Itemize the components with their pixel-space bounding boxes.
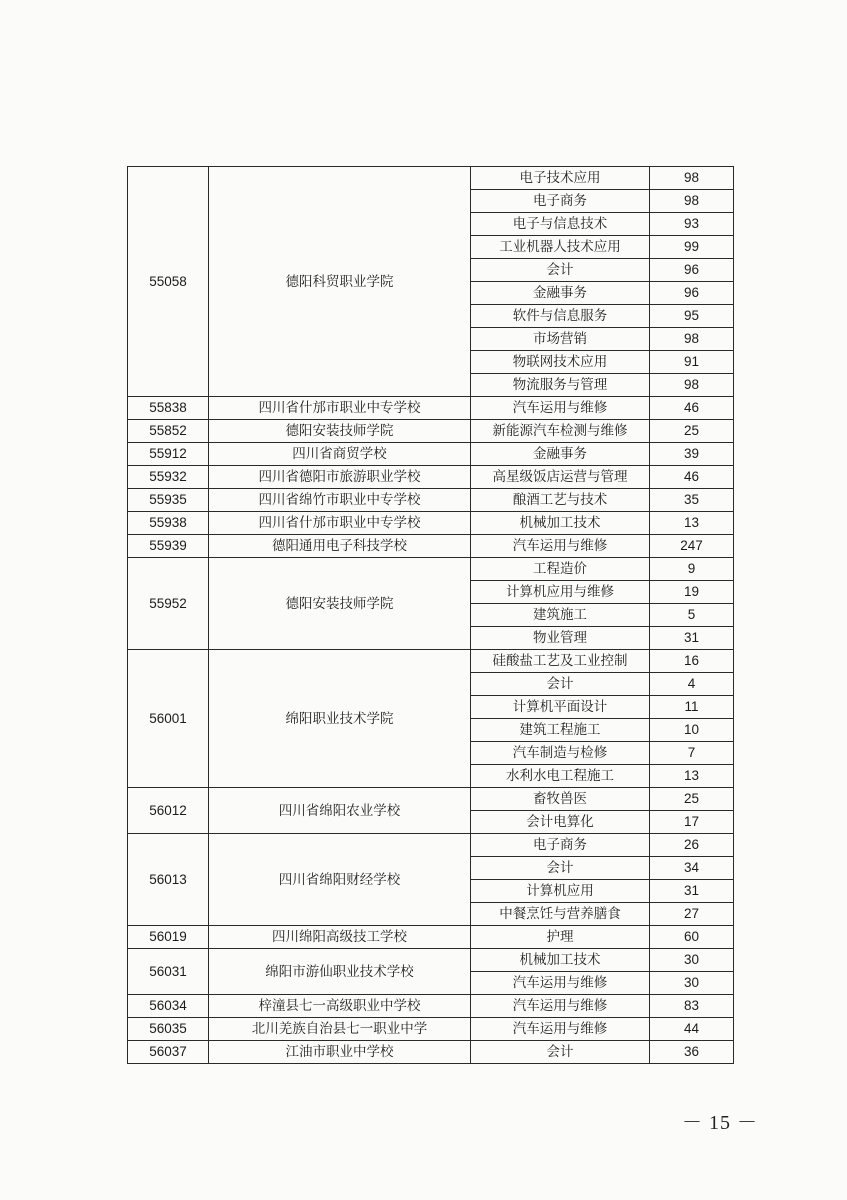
enrollment-count-cell: 98 bbox=[650, 167, 734, 190]
enrollment-count-cell: 247 bbox=[650, 535, 734, 558]
major-name-cell: 物流服务与管理 bbox=[471, 374, 650, 397]
major-name-cell: 电子技术应用 bbox=[471, 167, 650, 190]
enrollment-count-cell: 34 bbox=[650, 857, 734, 880]
table-row bbox=[128, 926, 734, 949]
major-name-cell: 会计 bbox=[471, 1041, 650, 1064]
major-name-cell: 物联网技术应用 bbox=[471, 351, 650, 374]
major-name-cell: 电子商务 bbox=[471, 190, 650, 213]
enrollment-count-cell: 31 bbox=[650, 627, 734, 650]
enrollment-count-cell: 99 bbox=[650, 236, 734, 259]
major-name-cell: 汽车运用与维修 bbox=[471, 972, 650, 995]
school-name-cell: 德阳通用电子科技学校 bbox=[209, 535, 471, 558]
school-code-cell: 55852 bbox=[128, 420, 209, 443]
school-code-cell: 55938 bbox=[128, 512, 209, 535]
table-row bbox=[128, 167, 734, 190]
major-name-cell: 电子与信息技术 bbox=[471, 213, 650, 236]
enrollment-count-cell: 19 bbox=[650, 581, 734, 604]
enrollment-count-cell: 16 bbox=[650, 650, 734, 673]
school-code-cell: 56035 bbox=[128, 1018, 209, 1041]
enrollment-count-cell: 95 bbox=[650, 305, 734, 328]
enrollment-count-cell: 25 bbox=[650, 788, 734, 811]
major-name-cell: 中餐烹饪与营养膳食 bbox=[471, 903, 650, 926]
major-name-cell: 酿酒工艺与技术 bbox=[471, 489, 650, 512]
enrollment-count-cell: 13 bbox=[650, 765, 734, 788]
school-name-cell: 德阳科贸职业学院 bbox=[209, 167, 471, 397]
school-code-cell: 55058 bbox=[128, 167, 209, 397]
enrollment-count-cell: 83 bbox=[650, 995, 734, 1018]
major-name-cell: 市场营销 bbox=[471, 328, 650, 351]
major-name-cell: 新能源汽车检测与维修 bbox=[471, 420, 650, 443]
major-name-cell: 电子商务 bbox=[471, 834, 650, 857]
major-name-cell: 高星级饭店运营与管理 bbox=[471, 466, 650, 489]
major-name-cell: 会计电算化 bbox=[471, 811, 650, 834]
school-code-cell: 55912 bbox=[128, 443, 209, 466]
major-name-cell: 金融事务 bbox=[471, 282, 650, 305]
enrollment-count-cell: 7 bbox=[650, 742, 734, 765]
school-code-cell: 56001 bbox=[128, 650, 209, 788]
school-name-cell: 四川绵阳高级技工学校 bbox=[209, 926, 471, 949]
enrollment-count-cell: 98 bbox=[650, 190, 734, 213]
enrollment-count-cell: 35 bbox=[650, 489, 734, 512]
major-name-cell: 硅酸盐工艺及工业控制 bbox=[471, 650, 650, 673]
school-name-cell: 德阳安装技师学院 bbox=[209, 420, 471, 443]
major-name-cell: 水利水电工程施工 bbox=[471, 765, 650, 788]
table-row bbox=[128, 420, 734, 443]
school-name-cell: 四川省绵阳财经学校 bbox=[209, 834, 471, 926]
major-name-cell: 建筑施工 bbox=[471, 604, 650, 627]
school-name-cell: 江油市职业中学校 bbox=[209, 1041, 471, 1064]
major-name-cell: 汽车运用与维修 bbox=[471, 1018, 650, 1041]
major-name-cell: 畜牧兽医 bbox=[471, 788, 650, 811]
enrollment-count-cell: 91 bbox=[650, 351, 734, 374]
enrollment-count-cell: 93 bbox=[650, 213, 734, 236]
major-name-cell: 汽车运用与维修 bbox=[471, 397, 650, 420]
enrollment-count-cell: 17 bbox=[650, 811, 734, 834]
school-name-cell: 四川省绵竹市职业中专学校 bbox=[209, 489, 471, 512]
school-code-cell: 55838 bbox=[128, 397, 209, 420]
school-name-cell: 绵阳市游仙职业技术学校 bbox=[209, 949, 471, 995]
table-row bbox=[128, 397, 734, 420]
table-row bbox=[128, 489, 734, 512]
enrollment-table-container bbox=[127, 166, 733, 1064]
enrollment-count-cell: 98 bbox=[650, 374, 734, 397]
page-number: － 15 － bbox=[682, 1112, 758, 1134]
school-name-cell: 德阳安装技师学院 bbox=[209, 558, 471, 650]
major-name-cell: 计算机应用 bbox=[471, 880, 650, 903]
enrollment-table bbox=[127, 166, 734, 1064]
school-name-cell: 四川省德阳市旅游职业学校 bbox=[209, 466, 471, 489]
enrollment-count-cell: 96 bbox=[650, 259, 734, 282]
major-name-cell: 工程造价 bbox=[471, 558, 650, 581]
enrollment-count-cell: 39 bbox=[650, 443, 734, 466]
enrollment-count-cell: 27 bbox=[650, 903, 734, 926]
major-name-cell: 软件与信息服务 bbox=[471, 305, 650, 328]
table-row bbox=[128, 558, 734, 581]
school-code-cell: 56034 bbox=[128, 995, 209, 1018]
enrollment-count-cell: 25 bbox=[650, 420, 734, 443]
school-name-cell: 四川省绵阳农业学校 bbox=[209, 788, 471, 834]
enrollment-count-cell: 96 bbox=[650, 282, 734, 305]
enrollment-count-cell: 30 bbox=[650, 972, 734, 995]
table-row bbox=[128, 512, 734, 535]
table-row bbox=[128, 1018, 734, 1041]
major-name-cell: 会计 bbox=[471, 259, 650, 282]
school-name-cell: 四川省商贸学校 bbox=[209, 443, 471, 466]
school-code-cell: 55939 bbox=[128, 535, 209, 558]
enrollment-count-cell: 10 bbox=[650, 719, 734, 742]
enrollment-count-cell: 46 bbox=[650, 397, 734, 420]
enrollment-count-cell: 98 bbox=[650, 328, 734, 351]
school-name-cell: 四川省什邡市职业中专学校 bbox=[209, 512, 471, 535]
enrollment-count-cell: 9 bbox=[650, 558, 734, 581]
table-row bbox=[128, 788, 734, 811]
school-code-cell: 55932 bbox=[128, 466, 209, 489]
school-code-cell: 56037 bbox=[128, 1041, 209, 1064]
enrollment-count-cell: 46 bbox=[650, 466, 734, 489]
enrollment-count-cell: 11 bbox=[650, 696, 734, 719]
major-name-cell: 机械加工技术 bbox=[471, 512, 650, 535]
enrollment-count-cell: 26 bbox=[650, 834, 734, 857]
major-name-cell: 建筑工程施工 bbox=[471, 719, 650, 742]
school-code-cell: 56019 bbox=[128, 926, 209, 949]
major-name-cell: 汽车运用与维修 bbox=[471, 995, 650, 1018]
enrollment-count-cell: 44 bbox=[650, 1018, 734, 1041]
enrollment-count-cell: 30 bbox=[650, 949, 734, 972]
school-code-cell: 56012 bbox=[128, 788, 209, 834]
table-row bbox=[128, 834, 734, 857]
table-row bbox=[128, 650, 734, 673]
major-name-cell: 计算机应用与维修 bbox=[471, 581, 650, 604]
major-name-cell: 计算机平面设计 bbox=[471, 696, 650, 719]
enrollment-count-cell: 31 bbox=[650, 880, 734, 903]
major-name-cell: 汽车运用与维修 bbox=[471, 535, 650, 558]
major-name-cell: 机械加工技术 bbox=[471, 949, 650, 972]
enrollment-count-cell: 60 bbox=[650, 926, 734, 949]
table-row bbox=[128, 949, 734, 972]
school-name-cell: 梓潼县七一高级职业中学校 bbox=[209, 995, 471, 1018]
school-name-cell: 四川省什邡市职业中专学校 bbox=[209, 397, 471, 420]
enrollment-count-cell: 4 bbox=[650, 673, 734, 696]
enrollment-count-cell: 36 bbox=[650, 1041, 734, 1064]
school-name-cell: 绵阳职业技术学院 bbox=[209, 650, 471, 788]
major-name-cell: 金融事务 bbox=[471, 443, 650, 466]
major-name-cell: 物业管理 bbox=[471, 627, 650, 650]
enrollment-count-cell: 5 bbox=[650, 604, 734, 627]
school-name-cell: 北川羌族自治县七一职业中学 bbox=[209, 1018, 471, 1041]
major-name-cell: 工业机器人技术应用 bbox=[471, 236, 650, 259]
school-code-cell: 55952 bbox=[128, 558, 209, 650]
table-body bbox=[128, 167, 734, 1064]
major-name-cell: 护理 bbox=[471, 926, 650, 949]
table-row bbox=[128, 995, 734, 1018]
enrollment-count-cell: 13 bbox=[650, 512, 734, 535]
table-row bbox=[128, 535, 734, 558]
table-row bbox=[128, 443, 734, 466]
school-code-cell: 55935 bbox=[128, 489, 209, 512]
major-name-cell: 会计 bbox=[471, 857, 650, 880]
table-row bbox=[128, 466, 734, 489]
school-code-cell: 56031 bbox=[128, 949, 209, 995]
school-code-cell: 56013 bbox=[128, 834, 209, 926]
major-name-cell: 汽车制造与检修 bbox=[471, 742, 650, 765]
major-name-cell: 会计 bbox=[471, 673, 650, 696]
table-row bbox=[128, 1041, 734, 1064]
